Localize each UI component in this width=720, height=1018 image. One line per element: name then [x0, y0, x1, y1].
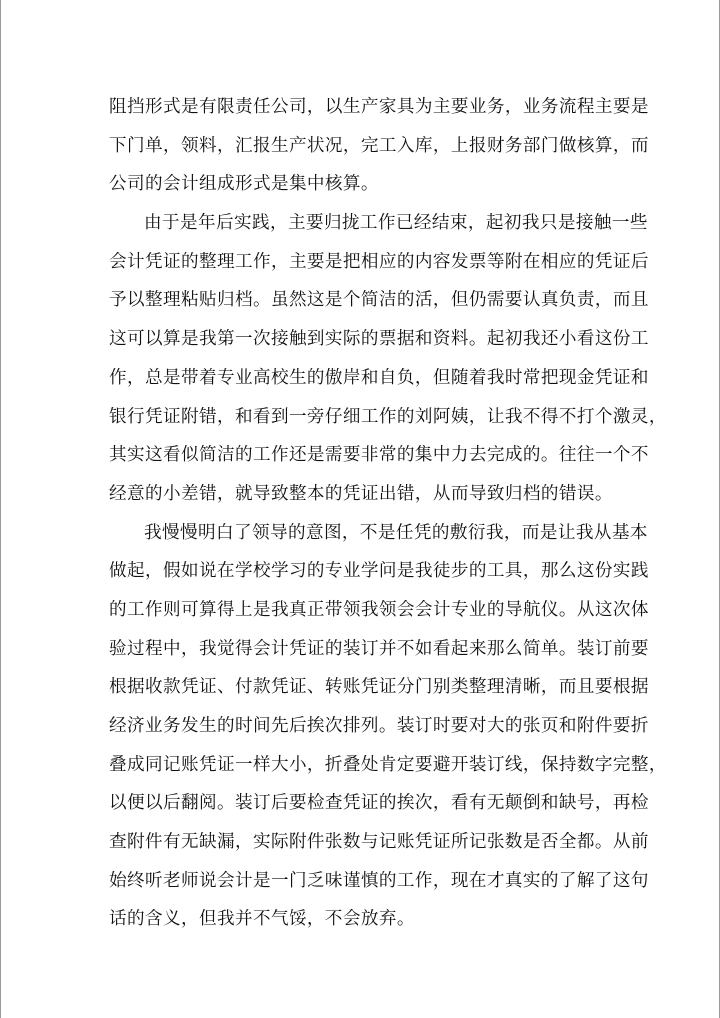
text-line: 银行凭证附错，和看到一旁仔细工作的刘阿姨，让我不得不打个激灵， [109, 406, 667, 427]
text-line: 做起，假如说在学校学习的专业学问是我徒步的工具，那么这份实践 [109, 561, 649, 582]
text-line: 作，总是带着专业高校生的傲岸和自负，但随着我时常把现金凭证和 [109, 367, 649, 388]
text-line: 始终听老师说会计是一门乏味谨慎的工作，现在才真实的了解了这句 [109, 870, 649, 891]
text-line: 根据收款凭证、付款凭证、转账凭证分门别类整理清晰，而且要根据 [109, 677, 649, 698]
text-line: 验过程中，我觉得会计凭证的装订并不如看起来那么简单。装订前要 [109, 638, 649, 659]
text-line: 查附件有无缺漏，实际附件张数与记账凭证所记张数是否全都。从前 [109, 832, 649, 853]
text-line: 阻挡形式是有限责任公司，以生产家具为主要业务，业务流程主要是 [109, 97, 649, 117]
text-line: 叠成同记账凭证一样大小，折叠处肯定要避开装订线，保持数字完整， [109, 754, 667, 775]
paragraph-2 [109, 204, 667, 514]
page-left-border [0, 0, 1, 1018]
text-line: 这可以算是我第一次接触到实际的票据和资料。起初我还小看这份工 [109, 329, 649, 350]
text-line: 经意的小差错，就导致整本的凭证出错，从而导致归档的错误。 [109, 483, 613, 504]
text-line: 经济业务发生的时间先后挨次排列。装订时要对大的张页和附件要折 [109, 716, 649, 736]
text-line: 其实这看似简洁的工作还是需要非常的集中力去完成的。往往一个不 [109, 445, 649, 466]
text-line: 公司的会计组成形式是集中核算。 [109, 174, 379, 195]
document-body [109, 88, 667, 939]
text-line: 的工作则可算得上是我真正带领我领会会计专业的导航仪。从这次体 [109, 599, 649, 620]
text-line: 话的含义，但我并不气馁，不会放弃。 [109, 909, 415, 930]
text-line: 下门单，领料，汇报生产状况，完工入库，上报财务部门做核算，而 [109, 135, 649, 156]
text-line: 予以整理粘贴归档。虽然这是个简洁的活，但仍需要认真负责，而且 [109, 290, 649, 311]
paragraph-3 [109, 514, 667, 940]
paragraph-1 [109, 88, 649, 204]
text-line: 我慢慢明白了领导的意图，不是任凭的敷衍我，而是让我从基本 [144, 522, 648, 543]
text-line: 会计凭证的整理工作，主要是把相应的内容发票等附在相应的凭证后 [109, 251, 649, 272]
text-line: 以便以后翻阅。装订后要检查凭证的挨次，看有无颠倒和缺号，再检 [109, 793, 649, 814]
text-line: 由于是年后实践，主要归拢工作已经结束，起初我只是接触一些 [144, 213, 648, 234]
